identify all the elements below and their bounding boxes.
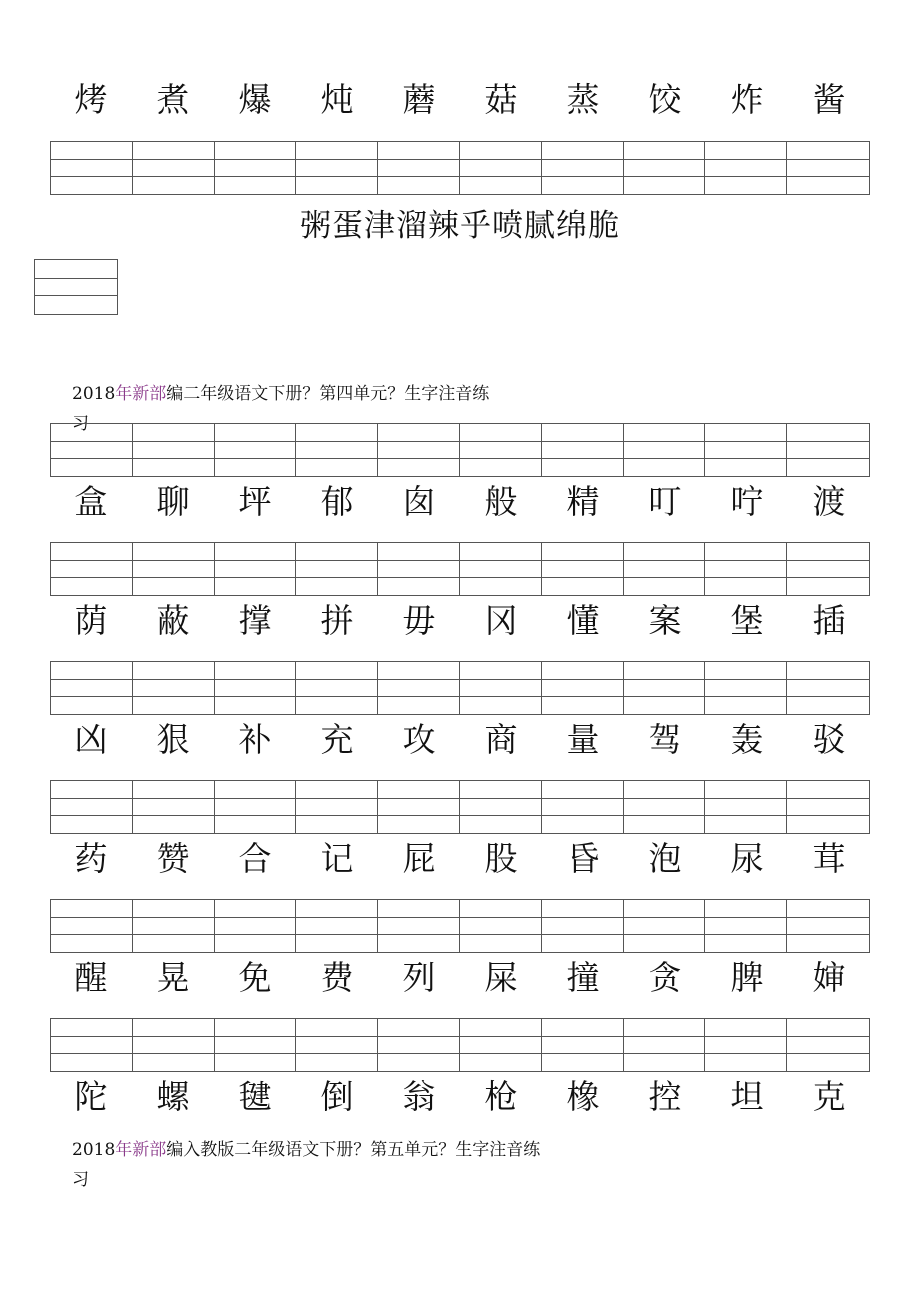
grid-cell[interactable] — [542, 142, 624, 194]
grid-cell[interactable] — [296, 900, 378, 952]
char-row-5 — [50, 958, 870, 998]
grid-cell[interactable] — [133, 1019, 215, 1071]
char-row-0 — [50, 80, 870, 120]
grid-cell[interactable] — [787, 424, 869, 476]
grid-cell[interactable] — [460, 781, 542, 833]
grid-cell[interactable] — [460, 900, 542, 952]
grid-cell[interactable] — [542, 781, 624, 833]
heading-rest: 编入教版二年级语文下册？第五单元？生字注音练 — [166, 1140, 541, 1160]
grid-cell[interactable] — [705, 424, 787, 476]
char: 酱 — [812, 80, 846, 119]
pinyin-grid-2[interactable] — [50, 542, 870, 596]
char: 饺 — [648, 80, 682, 119]
grid-cell[interactable] — [133, 662, 215, 714]
char: 尿 — [730, 839, 764, 878]
grid-cell[interactable] — [51, 1019, 133, 1071]
grid-cell[interactable] — [51, 781, 133, 833]
center-title: 粥蛋津溜辣乎喷腻绵脆 — [300, 208, 620, 244]
char: 轰 — [730, 720, 764, 759]
grid-cell[interactable] — [705, 662, 787, 714]
grid-cell[interactable] — [296, 543, 378, 595]
char: 冈 — [484, 601, 518, 640]
char: 凶 — [74, 720, 108, 759]
grid-cell[interactable] — [296, 662, 378, 714]
pinyin-grid-1[interactable] — [50, 423, 870, 477]
grid-cell[interactable] — [215, 781, 297, 833]
char: 炖 — [320, 80, 354, 119]
grid-cell[interactable] — [296, 1019, 378, 1071]
grid-cell[interactable] — [624, 662, 706, 714]
grid-cell[interactable] — [378, 543, 460, 595]
char-row-3 — [50, 720, 870, 760]
grid-cell[interactable] — [624, 781, 706, 833]
grid-cell[interactable] — [378, 424, 460, 476]
char-row-4 — [50, 839, 870, 879]
grid-cell[interactable] — [460, 424, 542, 476]
char: 案 — [648, 601, 682, 640]
grid-cell[interactable] — [460, 1019, 542, 1071]
char: 合 — [238, 839, 272, 878]
char: 狠 — [156, 720, 190, 759]
char-row-2 — [50, 601, 870, 641]
grid-cell[interactable] — [542, 543, 624, 595]
grid-cell[interactable] — [624, 1019, 706, 1071]
heading-rest: 编二年级语文下册？第四单元？生字注音练 — [166, 384, 490, 404]
grid-cell[interactable] — [787, 142, 869, 194]
grid-cell[interactable] — [378, 781, 460, 833]
grid-cell[interactable] — [51, 662, 133, 714]
grid-cell[interactable] — [215, 543, 297, 595]
grid-cell[interactable] — [624, 900, 706, 952]
grid-cell[interactable] — [542, 424, 624, 476]
grid-cell[interactable] — [787, 1019, 869, 1071]
char: 炸 — [730, 80, 764, 119]
grid-cell[interactable] — [296, 424, 378, 476]
char: 股 — [484, 839, 518, 878]
char: 聊 — [156, 482, 190, 521]
char: 翁 — [402, 1077, 436, 1116]
char: 贪 — [648, 958, 682, 997]
char: 撑 — [238, 601, 272, 640]
grid-cell[interactable] — [215, 142, 297, 194]
grid-cell[interactable] — [624, 543, 706, 595]
grid-cell[interactable] — [705, 781, 787, 833]
grid-cell[interactable] — [215, 662, 297, 714]
char-row-6 — [50, 1077, 870, 1117]
char: 脾 — [730, 958, 764, 997]
char: 昏 — [566, 839, 600, 878]
heading-wrap: 习 — [72, 1170, 89, 1190]
heading-purple-text: 年新部 — [115, 1140, 167, 1160]
char: 免 — [238, 958, 272, 997]
small-pinyin-grid[interactable] — [34, 259, 118, 315]
grid-cell[interactable] — [296, 142, 378, 194]
grid-cell[interactable] — [133, 543, 215, 595]
pinyin-grid-5[interactable] — [50, 899, 870, 953]
char: 记 — [320, 839, 354, 878]
grid-cell[interactable] — [378, 1019, 460, 1071]
grid-cell[interactable] — [460, 662, 542, 714]
char: 般 — [484, 482, 518, 521]
char: 煮 — [156, 80, 190, 119]
char: 囱 — [402, 482, 436, 521]
char: 泡 — [648, 839, 682, 878]
grid-cell[interactable] — [378, 142, 460, 194]
char: 精 — [566, 482, 600, 521]
grid-cell[interactable] — [215, 1019, 297, 1071]
grid-cell[interactable] — [378, 900, 460, 952]
char: 撞 — [566, 958, 600, 997]
char: 坦 — [730, 1077, 764, 1116]
char: 盒 — [74, 482, 108, 521]
char: 充 — [320, 720, 354, 759]
grid-cell[interactable] — [296, 781, 378, 833]
char: 倒 — [320, 1077, 354, 1116]
grid-cell[interactable] — [542, 662, 624, 714]
grid-cell[interactable] — [215, 424, 297, 476]
char: 克 — [812, 1077, 846, 1116]
char: 蒸 — [566, 80, 600, 119]
char: 枪 — [484, 1077, 518, 1116]
char: 药 — [74, 839, 108, 878]
char: 茸 — [812, 839, 846, 878]
char: 商 — [484, 720, 518, 759]
section-heading-unit-5 — [72, 1135, 712, 1195]
grid-cell[interactable] — [624, 424, 706, 476]
char: 陀 — [74, 1077, 108, 1116]
grid-cell[interactable] — [378, 662, 460, 714]
char: 补 — [238, 720, 272, 759]
char: 毋 — [402, 601, 436, 640]
grid-cell[interactable] — [542, 1019, 624, 1071]
pinyin-grid-6[interactable] — [50, 1018, 870, 1072]
char: 渡 — [812, 482, 846, 521]
grid-cell[interactable] — [133, 142, 215, 194]
char: 荫 — [74, 601, 108, 640]
grid-cell[interactable] — [51, 543, 133, 595]
char: 驳 — [812, 720, 846, 759]
grid-cell[interactable] — [705, 1019, 787, 1071]
char: 堡 — [730, 601, 764, 640]
char: 烤 — [74, 80, 108, 119]
heading-purple-text: 年新部 — [115, 384, 167, 404]
grid-cell[interactable] — [215, 900, 297, 952]
grid-cell[interactable] — [51, 900, 133, 952]
char: 蔽 — [156, 601, 190, 640]
grid-cell[interactable] — [705, 142, 787, 194]
heading-year: 2018 — [72, 384, 116, 404]
char: 量 — [566, 720, 600, 759]
pinyin-grid-4[interactable] — [50, 780, 870, 834]
grid-cell[interactable] — [133, 781, 215, 833]
grid-cell[interactable] — [460, 543, 542, 595]
grid-cell[interactable] — [51, 424, 133, 476]
grid-cell[interactable] — [787, 900, 869, 952]
char: 控 — [648, 1077, 682, 1116]
char-row-1 — [50, 482, 870, 522]
char: 橡 — [566, 1077, 600, 1116]
pinyin-grid-0[interactable] — [50, 141, 870, 195]
char: 屎 — [484, 958, 518, 997]
heading-year: 2018 — [72, 1140, 116, 1160]
char: 列 — [402, 958, 436, 997]
char: 坪 — [238, 482, 272, 521]
char: 费 — [320, 958, 354, 997]
char: 赞 — [156, 839, 190, 878]
char: 叮 — [648, 482, 682, 521]
char: 晃 — [156, 958, 190, 997]
char: 毽 — [238, 1077, 272, 1116]
char: 懂 — [566, 601, 600, 640]
char: 郁 — [320, 482, 354, 521]
grid-cell[interactable] — [705, 900, 787, 952]
grid-cell[interactable] — [787, 543, 869, 595]
char: 拼 — [320, 601, 354, 640]
char: 蘑 — [402, 80, 436, 119]
char: 菇 — [484, 80, 518, 119]
grid-cell[interactable] — [542, 900, 624, 952]
char: 醒 — [74, 958, 108, 997]
grid-cell[interactable] — [51, 142, 133, 194]
grid-cell[interactable] — [133, 424, 215, 476]
char: 咛 — [730, 482, 764, 521]
grid-cell[interactable] — [460, 142, 542, 194]
char: 爆 — [238, 80, 272, 119]
char: 婶 — [812, 958, 846, 997]
grid-cell[interactable] — [787, 781, 869, 833]
char: 屁 — [402, 839, 436, 878]
char: 攻 — [402, 720, 436, 759]
char: 驾 — [648, 720, 682, 759]
pinyin-grid-3[interactable] — [50, 661, 870, 715]
grid-cell[interactable] — [787, 662, 869, 714]
char: 插 — [812, 601, 846, 640]
grid-cell[interactable] — [624, 142, 706, 194]
grid-cell[interactable] — [133, 900, 215, 952]
char: 螺 — [156, 1077, 190, 1116]
grid-cell[interactable] — [705, 543, 787, 595]
